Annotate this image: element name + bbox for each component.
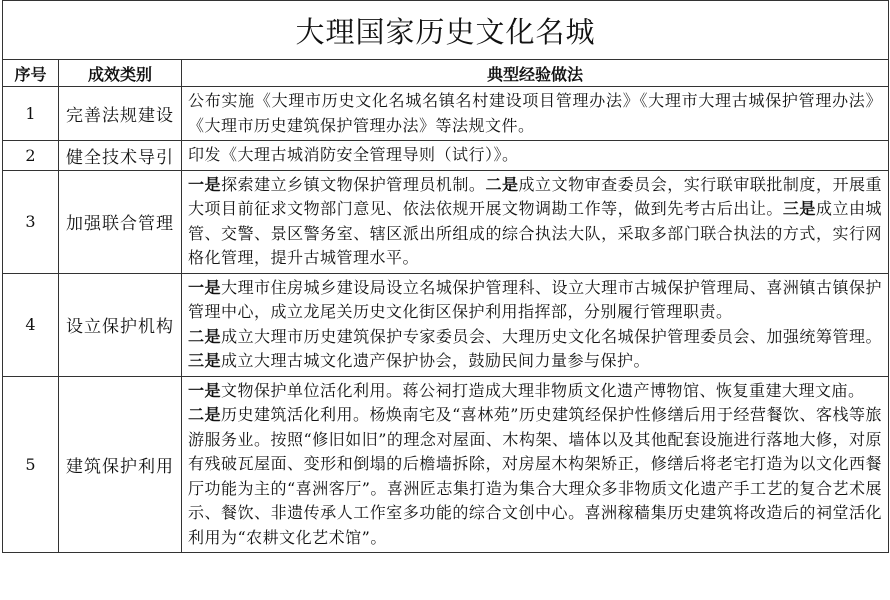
row-number: 4	[3, 273, 59, 376]
row-number: 5	[3, 376, 59, 553]
row-category: 加强联合管理	[59, 170, 182, 273]
point-lead: 二是	[485, 174, 519, 194]
point-lead: 一是	[188, 174, 222, 194]
point-lead: 二是	[188, 405, 222, 424]
point-lead: 三是	[782, 199, 816, 218]
point-lead: 三是	[188, 351, 222, 370]
practice-text: 印发《大理古城消防安全管理导则（试行）》。	[188, 145, 519, 164]
point-lead: 一是	[188, 380, 222, 400]
row-number: 1	[3, 87, 59, 141]
point-text: 成立文物审查委员会，实行联审联批制度，开展重大项目前征求文物部门意见、依法依规开展文物调勘工作等，做到先考古后出让。	[188, 174, 883, 218]
header-row	[3, 60, 889, 87]
row-number: 3	[3, 170, 59, 273]
table-row	[3, 87, 889, 141]
row-practice	[182, 170, 889, 273]
header-no: 序号	[3, 60, 59, 87]
table-row	[3, 170, 889, 273]
point-text: 成立由城管、交警、景区警务室、辖区派出所组成的综合执法大队，采取多部门联合执法的方式，实行网格化管理，提升古城管理水平。	[188, 199, 883, 267]
practice-paragraph	[188, 403, 882, 550]
row-practice	[182, 141, 889, 171]
table-row	[3, 376, 889, 553]
point-text: 探索建立乡镇文物保护管理员机制。	[221, 174, 486, 194]
row-practice	[182, 376, 889, 553]
point-text: 历史建筑活化利用。杨焕南宅及“喜林苑”历史建筑经保护性修缮后用于经营餐饮、客栈等旅游服务业。按照“修旧如旧”的理念对屋面、木构架、墙体以及其他配套设施进行落地大修，对原有残破瓦屋面、变形和倒塌的后檐墙拆除，对房屋木构架矫正，修缮后将老宅打造为以文化西餐厅功能为主的“喜洲客厅”。喜洲匠志集打造为集合大理众多非物质文化遗产手工艺的复合艺术展示、餐饮、非遗传承人工作室多功能的综合文创中心。喜洲稼穑集历史建筑将改造后的祠堂活化利用为“农耕文化艺术馆”。	[188, 405, 883, 547]
point-text: 大理市住房城乡建设局设立名城保护管理科、设立大理市古城保护管理局、喜洲镇古镇保护管理中心，成立龙尾关历史文化街区保护利用指挥部，分别履行管理职责。	[188, 277, 883, 321]
row-category: 健全技术导引	[59, 141, 182, 171]
row-category: 完善法规建设	[59, 87, 182, 141]
point-lead: 一是	[188, 277, 222, 297]
header-category: 成效类别	[59, 60, 182, 87]
table-row	[3, 273, 889, 376]
row-category: 建筑保护利用	[59, 376, 182, 553]
table-row	[3, 141, 889, 171]
practice-paragraph	[188, 173, 882, 271]
row-number: 2	[3, 141, 59, 171]
table-title: 大理国家历史文化名城	[3, 1, 889, 60]
experience-table	[2, 0, 889, 553]
point-text: 文物保护单位活化利用。蒋公祠打造成大理非物质文化遗产博物馆、恢复重建大理文庙。	[221, 380, 865, 400]
practice-paragraph	[188, 325, 882, 374]
point-text: 成立大理市历史建筑保护专家委员会、大理历史文化名城保护管理委员会、加强统筹管理。	[221, 326, 883, 346]
header-practice: 典型经验做法	[182, 60, 889, 87]
row-practice	[182, 87, 889, 141]
practice-paragraph	[188, 276, 882, 325]
practice-text: 公布实施《大理市历史文化名城名镇名村建设项目管理办法》《大理市大理古城保护管理办法》《大理市历史建筑保护管理办法》等法规文件。	[188, 91, 883, 135]
point-text: 成立大理古城文化遗产保护协会，鼓励民间力量参与保护。	[221, 351, 651, 370]
row-practice	[182, 273, 889, 376]
practice-paragraph	[188, 379, 882, 404]
row-category: 设立保护机构	[59, 273, 182, 376]
point-lead: 二是	[188, 326, 222, 346]
